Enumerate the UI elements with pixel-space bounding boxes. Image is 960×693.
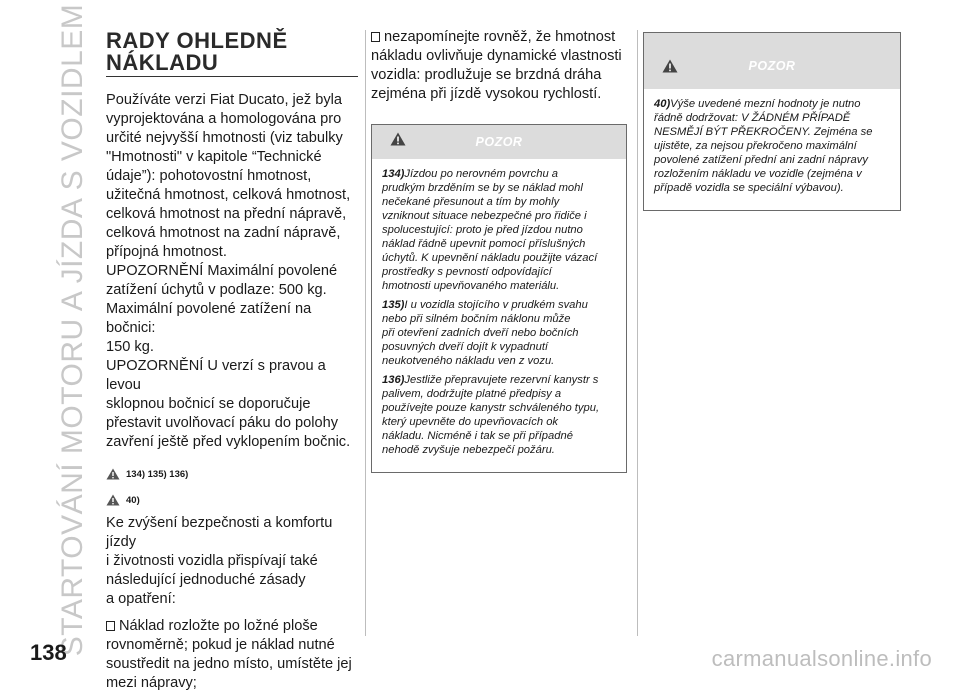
column-3 [643,30,901,211]
checkbox-bullet-icon [106,621,115,631]
checkbox-bullet-icon [371,32,380,42]
warning-item-number: 40) [654,98,671,110]
warning-box [371,124,627,473]
chapter-side-title: STARTOVÁNÍ MOTORU A JÍZDA S VOZIDLEM [56,3,89,657]
bullet-item [371,28,627,104]
warning-item-number: 134) [382,168,405,180]
warning-item [382,298,616,368]
warning-reference: 40) [106,494,358,506]
text-line: vyprojektována a homologována pro [106,111,342,127]
column-1 [106,30,358,693]
warning-box [643,32,901,211]
intro-paragraph [106,91,358,262]
text-line: sklopnou bočnicí se doporučuje [106,396,311,412]
text-line: používejte pouze kanystr schváleného typu, [382,402,600,414]
text-line: úchytů. K upevnění nákladu použijte vázací [382,252,598,264]
text-line: přípojná hmotnost. [106,244,227,260]
warning-item [382,167,616,293]
warning-icon [106,494,120,506]
text-line: NESMĚJÍ BÝT PŘEKROČENY. Zejména se [654,126,873,138]
text-line: který upevněte do upevňovacích ok [382,416,559,428]
text-line: hmotnosti upevňovaného materiálu. [382,280,560,292]
warning-icon [106,468,120,480]
column-divider [365,30,366,636]
text-line: povolené zatížení přední ani zadní nápravy [654,154,868,166]
text-line: vozidla: prodlužuje se brzdná dráha [371,67,602,83]
text-line: prudkým brzděním se by se náklad mohl [382,182,583,194]
warning-box-header: POZOR [644,33,900,89]
text-line: prostředky s pevností odpovídající [382,266,552,278]
warning-box-header: POZOR [372,125,626,159]
text-line: zavření ještě před vyklopením bočnic. [106,434,351,450]
text-line: užitečná hmotnost, celková hmotnost, [106,187,351,203]
warning-item [654,97,890,195]
text-line: náklad řádně upevnit pomocí příslušných [382,238,586,250]
text-line: určité nejvyšší hmotnosti (viz tabulky [106,130,343,146]
notice-paragraph [106,262,358,357]
text-line: nákladu ovlivňuje dynamické vlastnosti [371,48,622,64]
text-line: nehodě zvyšuje nebezpečí požáru. [382,444,555,456]
text-line: mezi nápravy; [106,675,197,691]
text-line: celková hmotnost na přední nápravě, [106,206,347,222]
tips-intro-paragraph [106,514,358,609]
text-line: celková hmotnost na zadní nápravě, [106,225,341,241]
text-line: nákladu. Nicméně i tak se při případné [382,430,573,442]
section-heading: RADY OHLEDNĚ NÁKLADU [106,30,358,77]
bullet-item [106,617,358,693]
text-line: ujistěte, za nejsou překročeno maximální [654,140,857,152]
text-line: údaje”): pohotovostní hmotnost, [106,168,312,184]
warning-reference: 134) 135) 136) [106,468,358,480]
text-line: Náklad rozložte po ložné ploše [119,618,318,634]
warning-box-body [372,159,626,472]
text-line: Jízdou po nerovném povrchu a [404,168,559,180]
watermark: carmanualsonline.info [711,646,932,671]
text-line: I u vozidla stojícího v prudkém svahu [404,299,588,311]
text-line: i životnosti vozidla přispívají také [106,553,318,569]
text-line: Výše uvedené mezní hodnoty je nutno [670,98,861,110]
text-line: nezapomínejte rovněž, že hmotnost [384,29,616,45]
text-line: případě vozidla se speciální výbavou). [654,182,844,194]
warning-item-number: 136) [382,374,405,386]
text-line: rovnoměrně; pokud je náklad nutné [106,637,335,653]
warning-item-number: 135) [382,299,405,311]
text-line: řádně dodržovat: V ŽÁDNÉM PŘÍPADĚ [654,112,851,124]
notice-paragraph [106,357,358,452]
text-line: následující jednoduché zásady [106,572,306,588]
text-line: a opatření: [106,591,176,607]
text-line: zatížení úchytů v podlaze: 500 kg. [106,282,327,298]
warning-box-body [644,89,900,210]
column-divider [637,30,638,636]
text-line: palivem, dodržujte platné předpisy a [382,388,562,400]
text-line: UPOZORNĚNÍ U verzí s pravou a levou [106,358,326,393]
text-line: spolucestující: proto je před jízdou nutno [382,224,583,236]
text-line: Používáte verzi Fiat Ducato, jež byla [106,92,343,108]
text-line: rozložením nákladu ve vozidle (zejména v [654,168,862,180]
text-line: nebo při silném bočním náklonu může [382,313,571,325]
text-line: 150 kg. [106,339,154,355]
text-line: Maximální povolené zatížení na bočnici: [106,301,312,336]
text-line: Jestliže přepravujete rezervní kanystr s [404,374,599,386]
text-line: neukotveného nákladu ven z vozu. [382,355,555,367]
text-line: přestavit uvolňovací páku do polohy [106,415,339,431]
column-2 [371,30,627,473]
text-line: UPOZORNĚNÍ Maximální povolené [106,263,338,279]
text-line: soustředit na jedno místo, umístěte jej [106,656,352,672]
text-line: vzniknout situace nebezpečné pro řidiče i [382,210,587,222]
page-number: 138 [30,640,67,665]
warning-item [382,373,616,457]
text-line: při otevření zadních dveří nebo bočních [382,327,579,339]
text-line: "Hmotnosti" v kapitole “Technické [106,149,322,165]
text-line: posuvných dveří dojít k vypadnutí [382,341,549,353]
text-line: zejména při jízdě vysokou rychlostí. [371,86,602,102]
text-line: Ke zvýšení bezpečnosti a komfortu jízdy [106,515,333,550]
text-line: nečekané přesunout a tím by mohly [382,196,560,208]
